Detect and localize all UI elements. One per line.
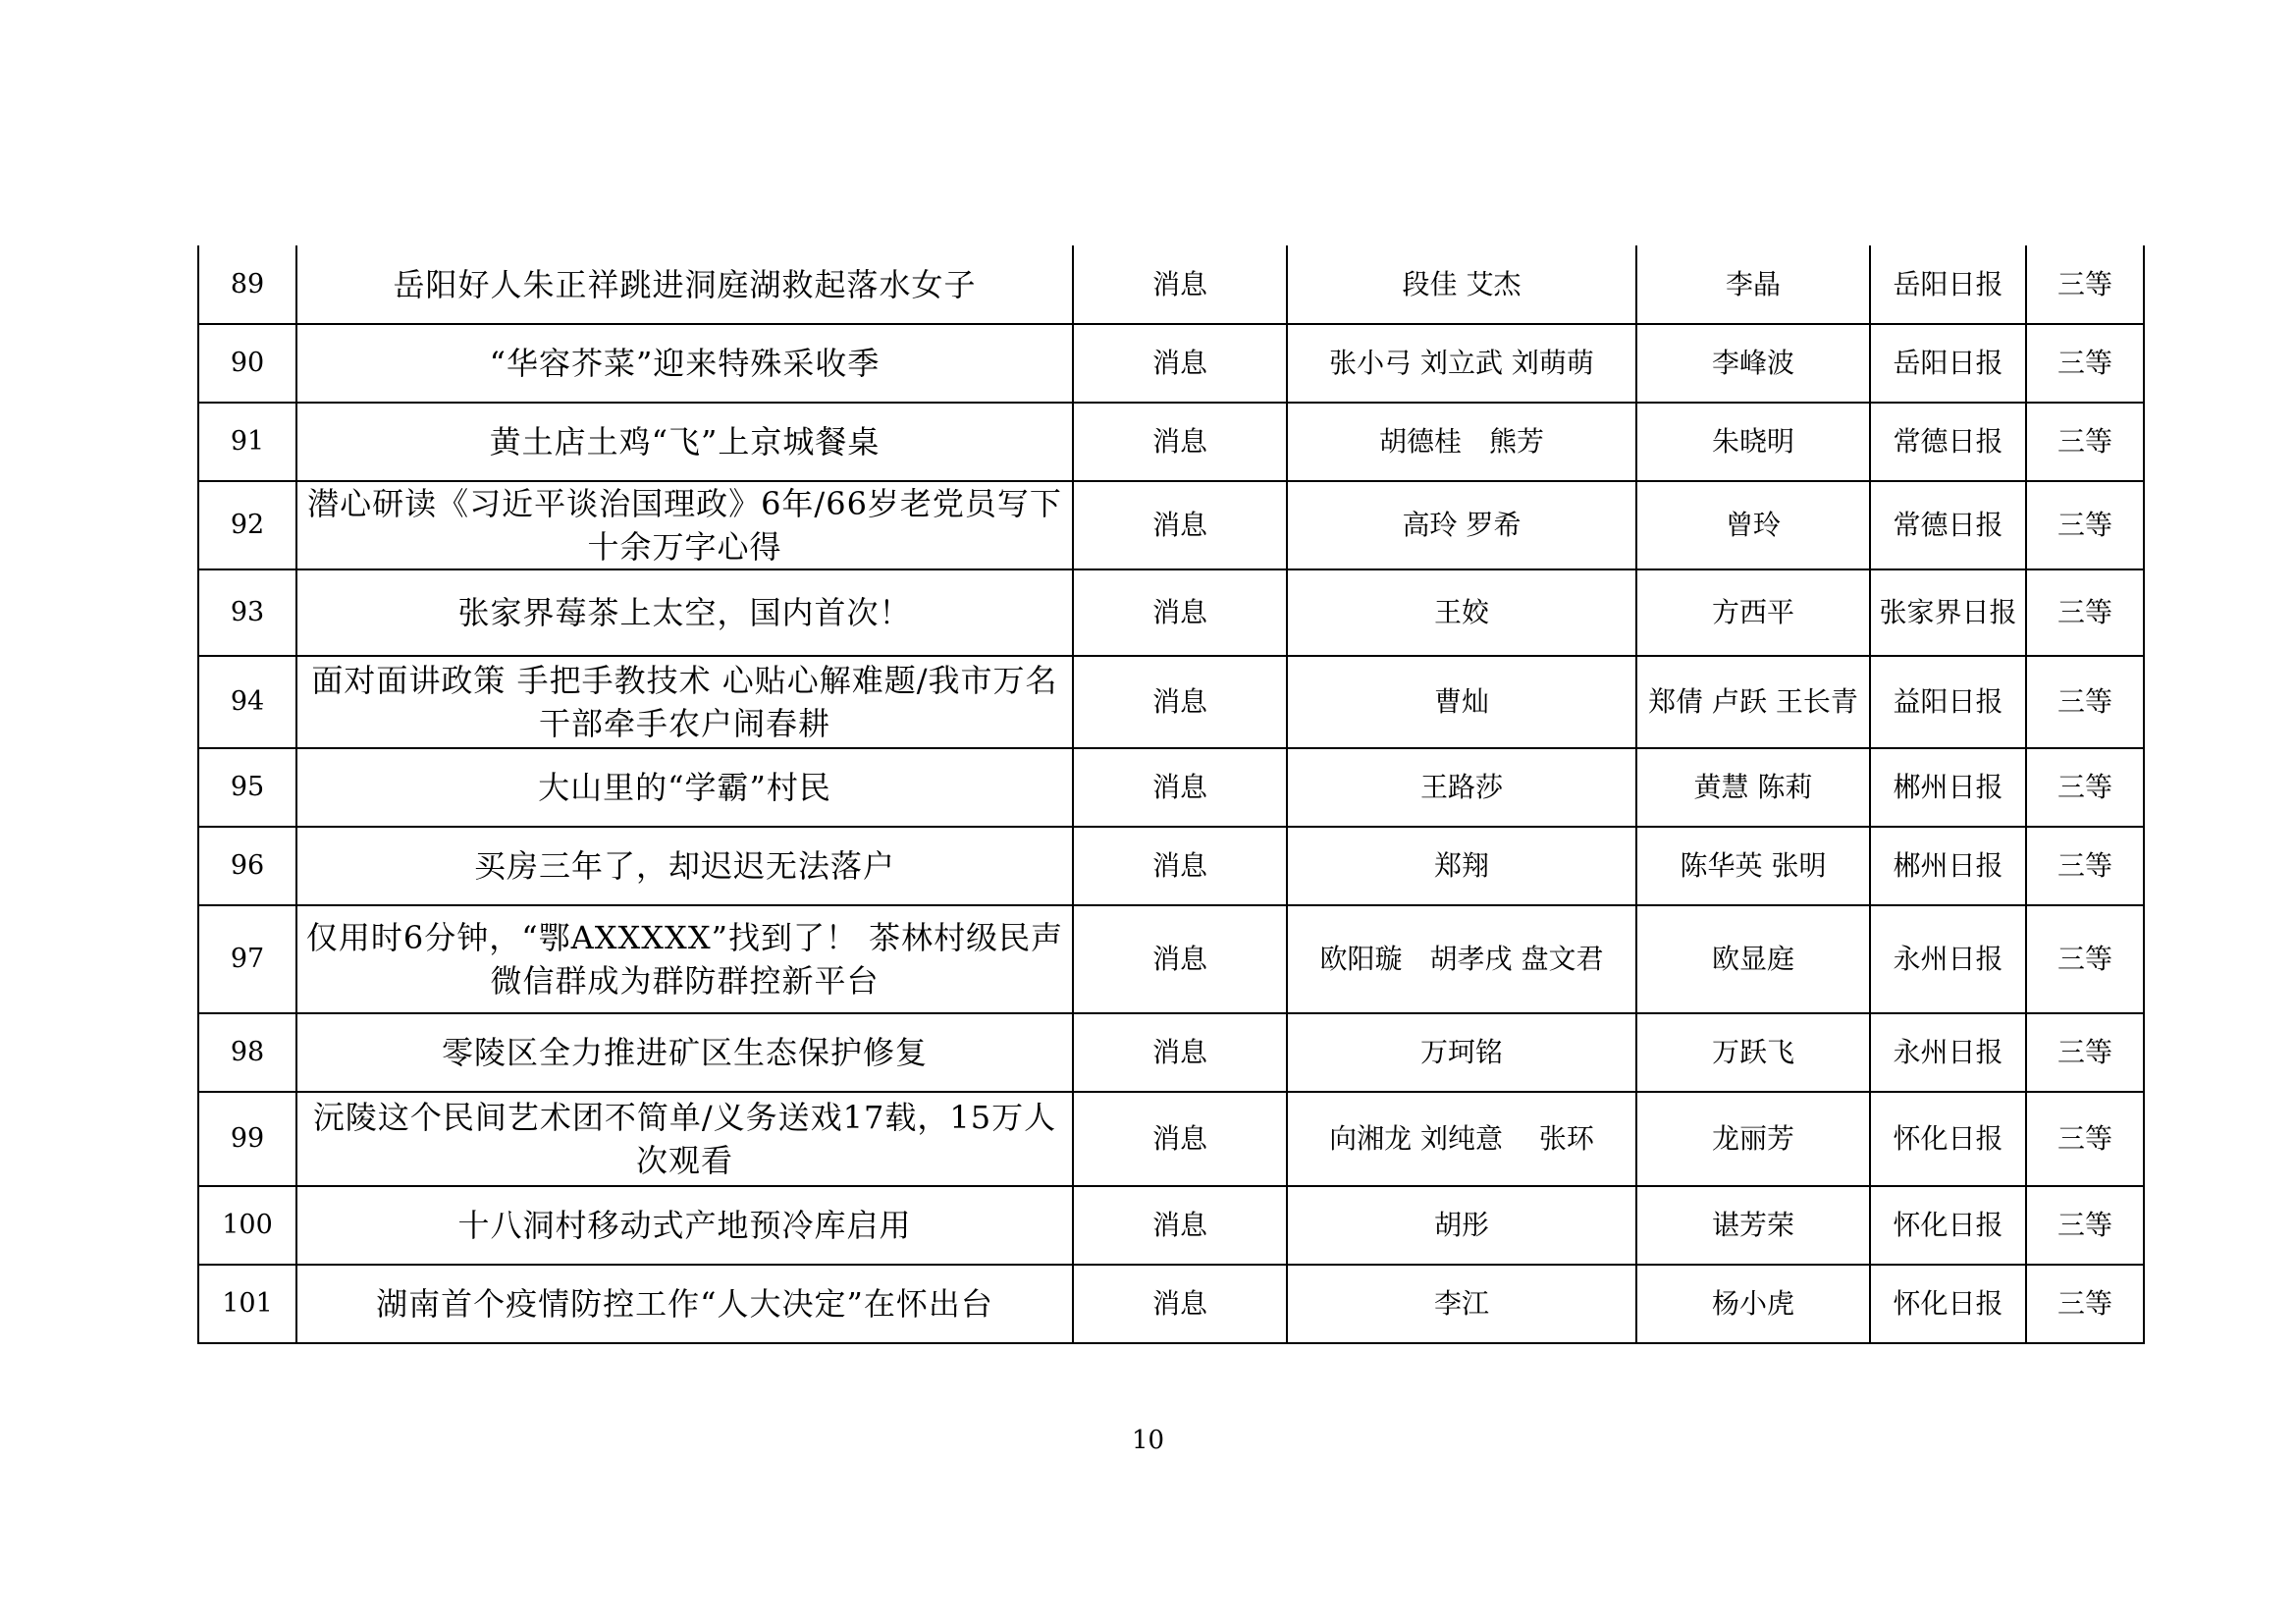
awards-table-body [198,245,2144,1343]
row-authors: 胡彤 [1287,1186,1636,1265]
row-title: 湖南首个疫情防控工作“人大决定”在怀出台 [296,1265,1073,1343]
row-title: 大山里的“学霸”村民 [296,748,1073,827]
row-authors: 王路莎 [1287,748,1636,827]
table-row [198,1092,2144,1186]
row-editor: 曾玲 [1636,481,1870,569]
row-editor: 李晶 [1636,245,1870,324]
row-award: 三等 [2026,245,2144,324]
row-authors: 张小弓 刘立武 刘萌萌 [1287,324,1636,403]
row-publisher: 怀化日报 [1870,1186,2026,1265]
table-row [198,748,2144,827]
row-title: 面对面讲政策 手把手教技术 心贴心解难题/我市万名干部牵手农户闹春耕 [296,656,1073,748]
table-row [198,656,2144,748]
row-number: 95 [198,748,296,827]
table-row [198,905,2144,1013]
row-editor: 李峰波 [1636,324,1870,403]
row-editor: 陈华英 张明 [1636,827,1870,905]
row-category: 消息 [1073,1013,1287,1092]
row-number: 98 [198,1013,296,1092]
row-category: 消息 [1073,748,1287,827]
row-publisher: 永州日报 [1870,905,2026,1013]
row-category: 消息 [1073,905,1287,1013]
row-publisher: 郴州日报 [1870,748,2026,827]
row-authors: 段佳 艾杰 [1287,245,1636,324]
row-authors: 郑翔 [1287,827,1636,905]
row-award: 三等 [2026,569,2144,656]
table-row [198,1013,2144,1092]
row-number: 93 [198,569,296,656]
table-row [198,569,2144,656]
row-category: 消息 [1073,403,1287,481]
row-category: 消息 [1073,569,1287,656]
row-award: 三等 [2026,1186,2144,1265]
row-number: 101 [198,1265,296,1343]
page-number: 10 [1131,1426,1165,1455]
row-authors: 曹灿 [1287,656,1636,748]
row-publisher: 岳阳日报 [1870,245,2026,324]
row-title: 零陵区全力推进矿区生态保护修复 [296,1013,1073,1092]
row-number: 97 [198,905,296,1013]
row-authors: 向湘龙 刘纯意 张环 [1287,1092,1636,1186]
table-row [198,481,2144,569]
row-award: 三等 [2026,1092,2144,1186]
row-editor: 朱晓明 [1636,403,1870,481]
row-award: 三等 [2026,1265,2144,1343]
row-editor: 龙丽芳 [1636,1092,1870,1186]
table-row [198,1186,2144,1265]
row-number: 90 [198,324,296,403]
row-title: 岳阳好人朱正祥跳进洞庭湖救起落水女子 [296,245,1073,324]
row-award: 三等 [2026,905,2144,1013]
row-authors: 王姣 [1287,569,1636,656]
row-publisher: 郴州日报 [1870,827,2026,905]
table-row [198,324,2144,403]
row-authors: 万珂铭 [1287,1013,1636,1092]
table-row [198,827,2144,905]
row-category: 消息 [1073,656,1287,748]
row-authors: 欧阳璇 胡孝戌 盘文君 [1287,905,1636,1013]
row-editor: 欧显庭 [1636,905,1870,1013]
row-publisher: 张家界日报 [1870,569,2026,656]
row-category: 消息 [1073,827,1287,905]
row-number: 99 [198,1092,296,1186]
row-publisher: 永州日报 [1870,1013,2026,1092]
row-award: 三等 [2026,656,2144,748]
row-title: 潜心研读《习近平谈治国理政》6年/66岁老党员写下十余万字心得 [296,481,1073,569]
row-number: 89 [198,245,296,324]
row-publisher: 怀化日报 [1870,1092,2026,1186]
row-editor: 黄慧 陈莉 [1636,748,1870,827]
table-row [198,1265,2144,1343]
row-authors: 李江 [1287,1265,1636,1343]
row-category: 消息 [1073,324,1287,403]
row-publisher: 益阳日报 [1870,656,2026,748]
row-editor: 杨小虎 [1636,1265,1870,1343]
row-award: 三等 [2026,1013,2144,1092]
row-category: 消息 [1073,245,1287,324]
row-publisher: 岳阳日报 [1870,324,2026,403]
table-row [198,403,2144,481]
row-award: 三等 [2026,827,2144,905]
row-editor: 谌芳荣 [1636,1186,1870,1265]
row-number: 100 [198,1186,296,1265]
row-category: 消息 [1073,1265,1287,1343]
row-editor: 方西平 [1636,569,1870,656]
row-category: 消息 [1073,1092,1287,1186]
row-publisher: 常德日报 [1870,403,2026,481]
row-title: “华容芥菜”迎来特殊采收季 [296,324,1073,403]
awards-table [197,245,2145,1344]
row-number: 94 [198,656,296,748]
row-title: 仅用时6分钟，“鄂AXXXXX”找到了！ 茶林村级民声微信群成为群防群控新平台 [296,905,1073,1013]
row-publisher: 常德日报 [1870,481,2026,569]
row-category: 消息 [1073,481,1287,569]
row-number: 96 [198,827,296,905]
row-category: 消息 [1073,1186,1287,1265]
table-row [198,245,2144,324]
row-title: 十八洞村移动式产地预冷库启用 [296,1186,1073,1265]
row-editor: 郑倩 卢跃 王长青 [1636,656,1870,748]
row-award: 三等 [2026,324,2144,403]
row-award: 三等 [2026,403,2144,481]
row-editor: 万跃飞 [1636,1013,1870,1092]
row-title: 沅陵这个民间艺术团不简单/义务送戏17载，15万人次观看 [296,1092,1073,1186]
row-award: 三等 [2026,748,2144,827]
row-title: 张家界莓茶上太空，国内首次！ [296,569,1073,656]
row-publisher: 怀化日报 [1870,1265,2026,1343]
row-authors: 胡德桂 熊芳 [1287,403,1636,481]
row-title: 黄土店土鸡“飞”上京城餐桌 [296,403,1073,481]
row-award: 三等 [2026,481,2144,569]
row-number: 92 [198,481,296,569]
row-title: 买房三年了，却迟迟无法落户 [296,827,1073,905]
row-number: 91 [198,403,296,481]
row-authors: 高玲 罗希 [1287,481,1636,569]
